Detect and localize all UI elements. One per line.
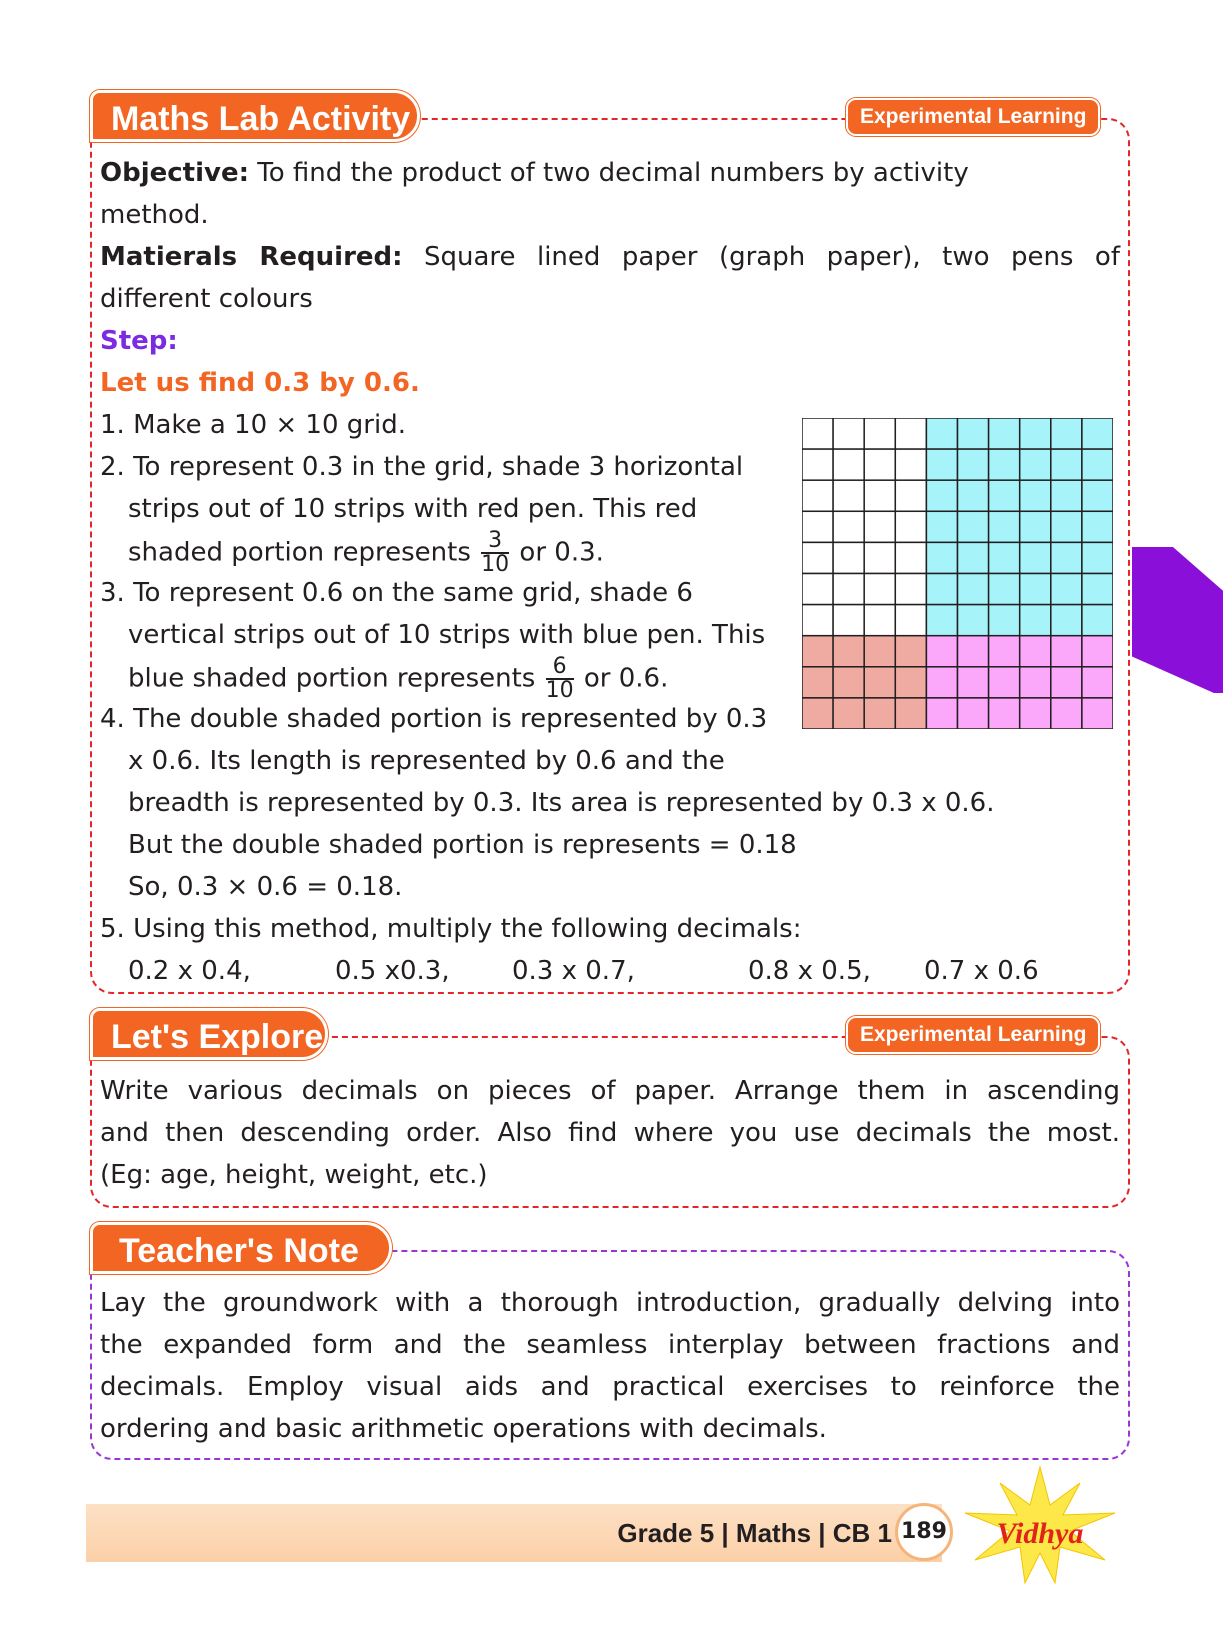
grid-cell [926, 511, 957, 542]
grid-cell [926, 698, 957, 729]
grid-cell [926, 449, 957, 480]
grid-cell [926, 636, 957, 667]
grid-cell [1051, 574, 1082, 605]
grid-cell [802, 418, 833, 449]
materials [100, 236, 1120, 278]
grid-cell [833, 418, 864, 449]
grid-cell [833, 667, 864, 698]
page-number: 189 [895, 1503, 953, 1561]
grid-cell [989, 449, 1020, 480]
grid-cell [833, 574, 864, 605]
grid-cell [895, 698, 926, 729]
grid-cell [864, 667, 895, 698]
grid-cell [989, 667, 1020, 698]
grid-cell [895, 511, 926, 542]
grid-cell [989, 542, 1020, 573]
grid-cell [864, 480, 895, 511]
objective-text: To find the product of two decimal numbers by activity [249, 158, 969, 188]
grid-cell [895, 449, 926, 480]
grid-cell [895, 605, 926, 636]
grid-cell [1082, 605, 1113, 636]
decimal-grid [802, 418, 1113, 729]
step-heading: Let us find 0.3 by 0.6. [100, 368, 420, 398]
vidhya-logo [955, 1465, 1125, 1585]
fraction-3-10 [481, 530, 509, 576]
note-line1: Lay the groundwork with a thorough introduction, gradually delving into [100, 1288, 1120, 1318]
explore-line1: Write various decimals on pieces of paper. Arrange them in ascending [100, 1076, 1120, 1106]
grid-cell [802, 480, 833, 511]
grid-cell [989, 605, 1020, 636]
grid-cell [864, 698, 895, 729]
grid-cell [895, 418, 926, 449]
materials-label: Matierals Required: [100, 242, 403, 272]
grid-cell [1082, 667, 1113, 698]
fraction-numerator: 3 [481, 530, 509, 554]
explore-line3: (Eg: age, height, weight, etc.) [100, 1160, 488, 1190]
grid-cell [802, 667, 833, 698]
grid-cell [989, 511, 1020, 542]
grid-cell [926, 542, 957, 573]
grid-cell [1051, 636, 1082, 667]
teacher-note-title: Teacher's Note [90, 1222, 392, 1274]
grid-cell [1020, 418, 1051, 449]
grid-cell [989, 574, 1020, 605]
grid-cell [989, 418, 1020, 449]
grid-cell [1051, 698, 1082, 729]
step-2-line3 [128, 530, 604, 576]
grid-cell [802, 605, 833, 636]
grid-cell [802, 511, 833, 542]
step-3-line3 [128, 656, 668, 702]
objective [100, 152, 969, 194]
step-label: Step: [100, 326, 178, 356]
step-5: 5. Using this method, multiply the following decimals: [100, 914, 802, 944]
fraction-numerator: 6 [546, 656, 574, 680]
lab-activity-title: Maths Lab Activity [90, 90, 420, 142]
grid-cell [895, 542, 926, 573]
exercise-5: 0.7 x 0.6 [924, 956, 1039, 986]
grid-cell [1051, 511, 1082, 542]
grid-cell [1020, 698, 1051, 729]
grid-cell [895, 574, 926, 605]
grid-cell [1020, 480, 1051, 511]
logo-text: Vidhya [996, 1517, 1084, 1550]
step-4-line3: breadth is represented by 0.3. Its area is represented by 0.3 x 0.6. [128, 788, 995, 818]
fraction-6-10 [546, 656, 574, 702]
grid-cell [958, 480, 989, 511]
grid-cell [1020, 542, 1051, 573]
grid-cell [1051, 605, 1082, 636]
grid-cell [958, 698, 989, 729]
grid-cell [864, 449, 895, 480]
objective-label: Objective: [100, 158, 249, 188]
grid-cell [864, 542, 895, 573]
exercise-3: 0.3 x 0.7, [512, 956, 635, 986]
grid-cell [1051, 667, 1082, 698]
explore-line2: and then descending order. Also find where you use decimals the most. [100, 1118, 1120, 1148]
experimental-learning-tag: Experimental Learning [846, 98, 1100, 136]
grid-cell [958, 449, 989, 480]
grid-cell [926, 574, 957, 605]
footer-band [86, 1504, 942, 1562]
grid-cell [1082, 636, 1113, 667]
grid-cell [895, 636, 926, 667]
footer-text: Grade 5 | Maths | CB 1 [617, 1518, 892, 1548]
grid-cell [833, 636, 864, 667]
grid-cell [833, 542, 864, 573]
exercise-4: 0.8 x 0.5, [748, 956, 871, 986]
step-3-line1: 3. To represent 0.6 on the same grid, shade 6 [100, 578, 693, 608]
grid-cell [926, 605, 957, 636]
grid-cell [802, 636, 833, 667]
note-line4: ordering and basic arithmetic operations with decimals. [100, 1414, 827, 1444]
grid-cell [833, 480, 864, 511]
grid-cell [864, 418, 895, 449]
grid-cell [1051, 418, 1082, 449]
grid-cell [1082, 418, 1113, 449]
grid-cell [864, 511, 895, 542]
grid-cell [958, 418, 989, 449]
grid-cell [989, 480, 1020, 511]
grid-cell [1020, 605, 1051, 636]
grid-cell [1051, 542, 1082, 573]
grid-cell [958, 667, 989, 698]
note-line3: decimals. Employ visual aids and practical exercises to reinforce the [100, 1372, 1120, 1402]
explore-title: Let's Explore [90, 1008, 328, 1060]
grid-cell [802, 574, 833, 605]
grid-cell [958, 511, 989, 542]
grid-cell [1051, 449, 1082, 480]
grid-cell [833, 449, 864, 480]
grid-cell [1082, 574, 1113, 605]
step-4-line5: So, 0.3 × 0.6 = 0.18. [128, 872, 403, 902]
step-2-line2: strips out of 10 strips with red pen. This red [128, 494, 698, 524]
grid-cell [926, 667, 957, 698]
side-tab-marker [1132, 547, 1223, 693]
materials-line2: different colours [100, 284, 313, 314]
grid-cell [1051, 480, 1082, 511]
grid-cell [864, 574, 895, 605]
step-3-line2: vertical strips out of 10 strips with blue pen. This [128, 620, 766, 650]
grid-cell [989, 698, 1020, 729]
grid-cell [895, 480, 926, 511]
grid-cell [1082, 698, 1113, 729]
grid-cell [958, 542, 989, 573]
experimental-learning-tag: Experimental Learning [846, 1016, 1100, 1054]
grid-cell [1082, 511, 1113, 542]
grid-cell [926, 418, 957, 449]
fraction-denominator: 10 [545, 678, 574, 703]
grid-cell [833, 511, 864, 542]
materials-text: Square lined paper (graph paper), two pens of [402, 242, 1120, 272]
grid-cell [926, 480, 957, 511]
note-line2: the expanded form and the seamless interplay between fractions and [100, 1330, 1120, 1360]
step-2-line1: 2. To represent 0.3 in the grid, shade 3 horizontal [100, 452, 744, 482]
grid-cell [989, 636, 1020, 667]
step-4-line2: x 0.6. Its length is represented by 0.6 and the [128, 746, 725, 776]
grid-cell [958, 605, 989, 636]
grid-cell [1020, 449, 1051, 480]
grid-cell [1082, 449, 1113, 480]
grid-cell [1020, 636, 1051, 667]
grid-cell [1082, 480, 1113, 511]
exercise-1: 0.2 x 0.4, [128, 956, 251, 986]
step-4-line1: 4. The double shaded portion is represented by 0.3 [100, 704, 768, 734]
grid-cell [802, 449, 833, 480]
step-2-text: shaded portion represents [128, 537, 480, 568]
grid-cell [864, 605, 895, 636]
objective-line2: method. [100, 200, 209, 230]
step-2-suffix: or 0.3. [511, 537, 604, 568]
step-3-suffix: or 0.6. [575, 663, 669, 694]
exercise-2: 0.5 x0.3, [335, 956, 450, 986]
step-3-text: blue shaded portion represents [128, 663, 544, 694]
grid-cell [1020, 574, 1051, 605]
grid-cell [833, 605, 864, 636]
grid-cell [958, 636, 989, 667]
grid-cell [802, 542, 833, 573]
grid-cell [895, 667, 926, 698]
fraction-denominator: 10 [481, 552, 510, 577]
grid-cell [1082, 542, 1113, 573]
grid-cell [1020, 667, 1051, 698]
grid-cell [958, 574, 989, 605]
grid-cell [802, 698, 833, 729]
grid-cell [864, 636, 895, 667]
grid-cell [1020, 511, 1051, 542]
step-1: 1. Make a 10 × 10 grid. [100, 410, 406, 440]
step-4-line4: But the double shaded portion is represents = 0.18 [128, 830, 797, 860]
grid-cell [833, 698, 864, 729]
